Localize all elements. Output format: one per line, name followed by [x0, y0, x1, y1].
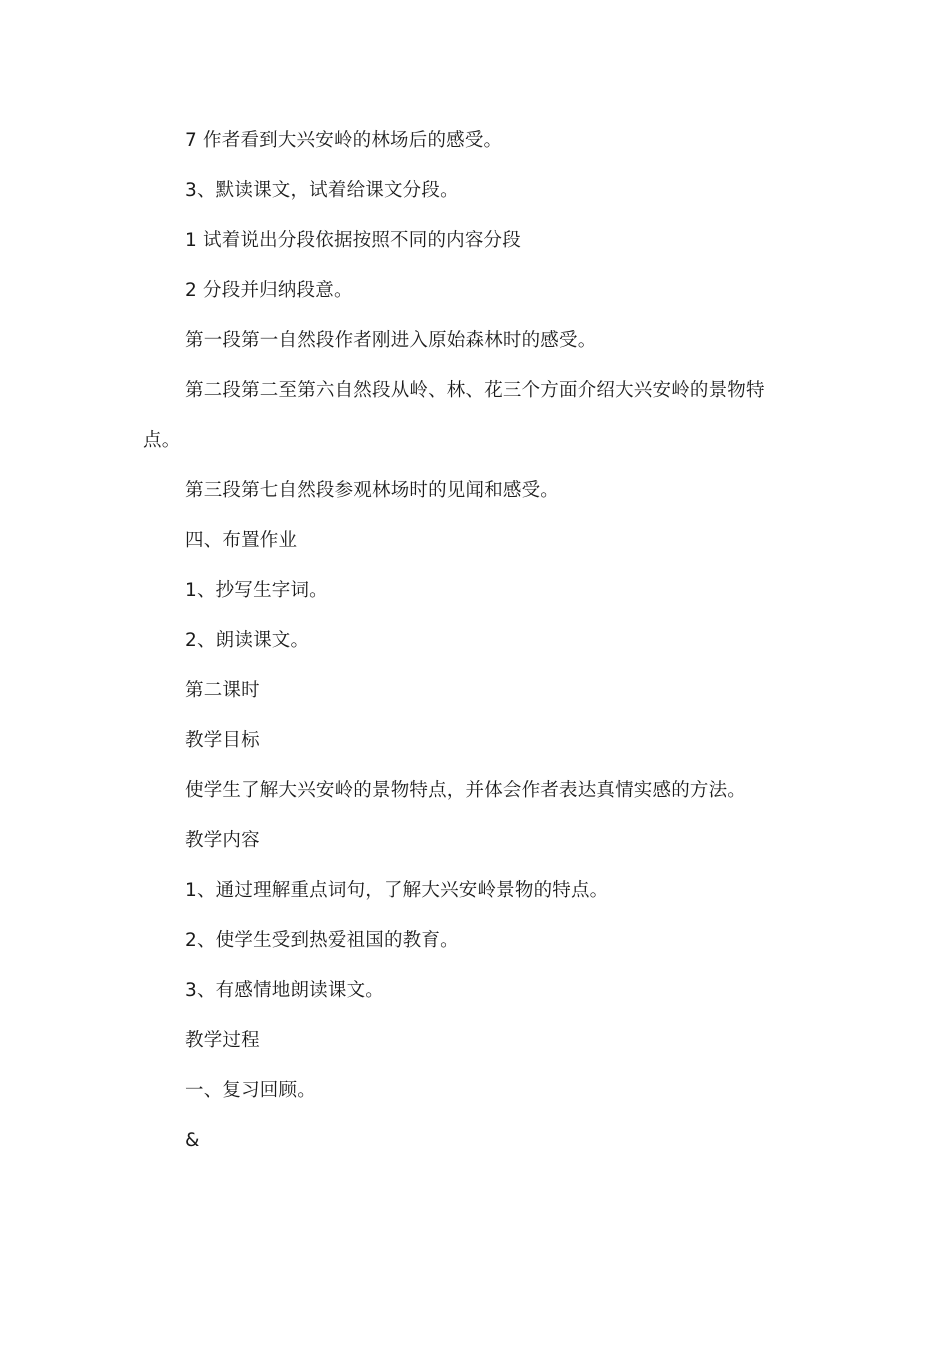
paragraph: 1 试着说出分段依据按照不同的内容分段 [185, 230, 521, 251]
paragraph: 1、抄写生字词。 [185, 580, 328, 601]
paragraph: 2 分段并归纳段意。 [185, 280, 353, 301]
section-heading: 教学目标 [185, 730, 260, 751]
paragraph: 第二段第二至第六自然段从岭、林、花三个方面介绍大兴安岭的景物特点。 [143, 380, 765, 451]
paragraph: & [185, 1130, 200, 1151]
paragraph: 3、有感情地朗读课文。 [185, 980, 384, 1001]
paragraph: 2、朗读课文。 [185, 630, 310, 651]
paragraph: 一、复习回顾。 [185, 1080, 316, 1101]
paragraph: 3、默读课文，试着给课文分段。 [185, 180, 459, 201]
paragraph: 第三段第七自然段参观林场时的见闻和感受。 [185, 480, 560, 501]
paragraph: 2、使学生受到热爱祖国的教育。 [185, 930, 459, 951]
paragraph: 第一段第一自然段作者刚进入原始森林时的感受。 [185, 330, 597, 351]
paragraph: 使学生了解大兴安岭的景物特点，并体会作者表达真情实感的方法。 [185, 780, 747, 801]
paragraph: 1、通过理解重点词句，了解大兴安岭景物的特点。 [185, 880, 609, 901]
section-heading: 第二课时 [185, 680, 260, 701]
paragraph: 7 作者看到大兴安岭的林场后的感受。 [185, 130, 503, 151]
section-heading: 教学过程 [185, 1030, 260, 1051]
section-heading: 教学内容 [185, 830, 260, 851]
section-heading: 四、布置作业 [185, 530, 298, 551]
